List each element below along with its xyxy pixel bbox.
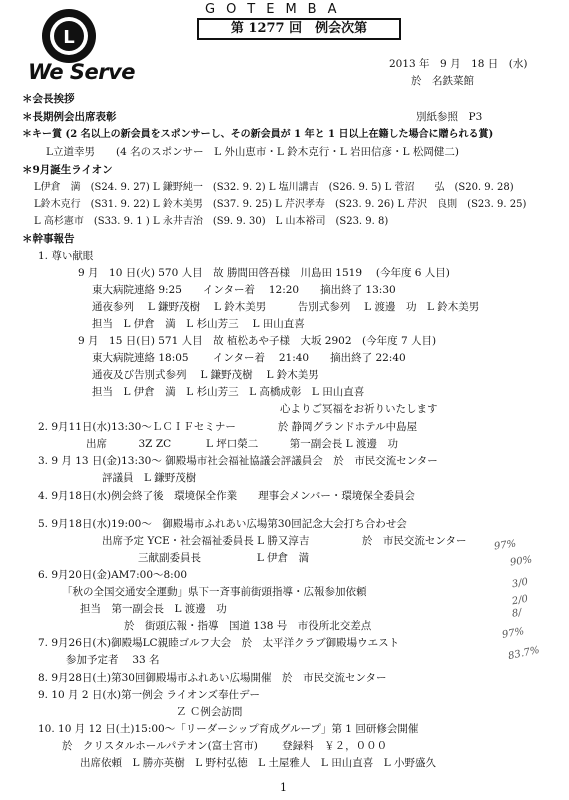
meeting-venue: 於 名鉄菜館 xyxy=(411,75,474,87)
condolence-line: 東大病院連絡 9:25 インター着 12:20 摘出終了 13:30 xyxy=(92,284,396,296)
report-item: 10. 10 月 12 日(土)15:00～「リーダーシップ育成グループ」第 1 回研修会開催 xyxy=(38,723,419,735)
condolence-line: 心よりご冥福をお祈りいたします xyxy=(280,403,438,415)
key-award-detail: L立道幸男 (4 名のスポンサー L 外山恵市・L 鈴木克行・L 岩田信彦・L 松岡健二) xyxy=(46,146,459,158)
meeting-date: 2013 年 9 月 18 日 (水) xyxy=(389,58,528,70)
condolence-line: 9 月 15 日(日) 571 人目 故 植松あや子様 大坂 2902 (今年度 7 人目) xyxy=(78,335,437,347)
birthday-row: L鈴木克行 (S31. 9. 22) L 鈴木美男 (S37. 9. 25) L 芹沢孝寿 (S23. 9. 26) L 芹沢 良則 (S23. 9. 25) xyxy=(34,199,527,210)
brand-text: We Serve xyxy=(28,60,136,84)
condolence-line: 担当 L 伊倉 満 L 杉山芳三 L 高橋成彰 L 田山直喜 xyxy=(92,386,365,398)
report-item: 評議員 L 鎌野茂樹 xyxy=(102,472,197,484)
report-item: 6. 9月20日(金)AM7:00～8:00 xyxy=(38,569,188,581)
handwritten-note: 97% xyxy=(501,626,526,641)
report-item: 2. 9月11日(水)13:30～ＬＣＩＦセミナー 於 静岡グランドホテル中島屋 xyxy=(38,421,418,433)
attendance-ref: 別紙参照 P3 xyxy=(416,111,483,123)
report-item: 於 街頭広報・指導 国道 138 号 市役所北交差点 xyxy=(124,620,372,632)
handwritten-note: 3/0 xyxy=(511,576,529,591)
birthday-row: L 高杉憲市 (S33. 9. 1 ) L 永井吉治 (S9. 9. 30) L 山本裕司 (S23. 9. 8) xyxy=(34,216,389,227)
condolence-line: 通夜参列 L 鎌野茂樹 L 鈴木美男 告別式参列 L 渡邊 功 L 鈴木美男 xyxy=(92,301,480,313)
report-item: 三献副委員長 L 伊倉 満 xyxy=(138,552,310,564)
condolence-line: 通夜及び告別式参列 L 鎌野茂樹 L 鈴木美男 xyxy=(92,369,319,381)
birthday-row: L伊倉 満 (S24. 9. 27) L 鎌野純一 (S32. 9. 2) L 塩川講吉 (S26. 9. 5) L 菅沼 弘 (S20. 9. 28) xyxy=(34,182,514,193)
secretary-heading: ＊幹事報告 xyxy=(22,233,75,245)
handwritten-note: 97% xyxy=(493,538,517,553)
report-item: 8. 9月28日(土)第30回御殿場市ふれあい広場開催 於 市民交流センター xyxy=(38,672,387,684)
condolence-line: 東大病院連絡 18:05 インター着 21:40 摘出終了 22:40 xyxy=(92,352,406,364)
page-title: 第 1277 回 例会次第 xyxy=(197,18,401,40)
condolence-line: 9 月 10 日(火) 570 人目 故 勝間田啓吾様 川島田 1519 (今年度 6 人目) xyxy=(78,267,450,279)
report-item: 5. 9月18日(水)19:00～ 御殿場市ふれあい広場第30回記念大会打ち合わせ会 xyxy=(38,518,407,530)
handwritten-note: 90% xyxy=(509,554,533,569)
report-item: 出席予定 YCE・社会福祉委員長 L 勝又淳吉 於 市民交流センター xyxy=(102,535,467,547)
report-item: 7. 9月26日(木)御殿場LC親睦ゴルフ大会 於 太平洋クラブ御殿場ウエスト xyxy=(38,637,400,649)
report-item: 3. 9 月 13 日(金)13:30～ 御殿場市社会福祉協議会評議員会 於 市民交流センター xyxy=(38,455,438,467)
report-item: 4. 9月18日(水)例会終了後 環境保全作業 理事会メンバー・環境保全委員会 xyxy=(38,490,415,502)
report-item: Ｚ Ｃ例会訪問 xyxy=(176,706,243,718)
handwritten-note: 83.7% xyxy=(507,644,541,663)
club-name: GOTEMBA xyxy=(205,2,348,17)
report-item: 於 クリスタルホールパテオン(富士宮市) 登録料 ￥２，０００ xyxy=(62,740,388,752)
chair-greeting: ＊会長挨拶 xyxy=(22,93,75,105)
key-award: ＊キー賞 (2 名以上の新会員をスポンサーし、その新会員が 1 年と 1 日以上在籍した場合に贈られる賞) xyxy=(22,129,494,140)
report-item: 出席 3Z ZC L 坪口榮二 第一副会長 L 渡邊 功 xyxy=(86,438,398,450)
handwritten-note: 8/ xyxy=(511,607,523,620)
attendance-award: ＊長期例会出席表彰 xyxy=(22,111,117,123)
report-item: 9. 10 月 2 日(水)第一例会 ライオンズ奉仕デー xyxy=(38,689,260,701)
report-item: 参加予定者 33 名 xyxy=(66,654,160,666)
svg-text:L: L xyxy=(63,27,75,48)
handwritten-note: 2/0 xyxy=(511,593,529,608)
condolence-line: 担当 L 伊倉 満 L 杉山芳三 L 田山直喜 xyxy=(92,318,305,330)
page-number: 1 xyxy=(280,781,287,794)
condolence-heading: 1. 尊い献眼 xyxy=(38,250,94,262)
lions-emblem-icon xyxy=(26,6,112,66)
birthdays-heading: ＊9月誕生ライオン xyxy=(22,164,113,176)
report-item: 担当 第一副会長 L 渡邊 功 xyxy=(80,603,227,615)
report-item: 出席依頼 L 勝亦英樹 L 野村弘徳 L 土屋雅人 L 田山直喜 L 小野盛久 xyxy=(80,757,437,769)
report-item: 「秋の全国交通安全運動」県下一斉事前街頭指導・広報参加依頼 xyxy=(62,586,367,598)
